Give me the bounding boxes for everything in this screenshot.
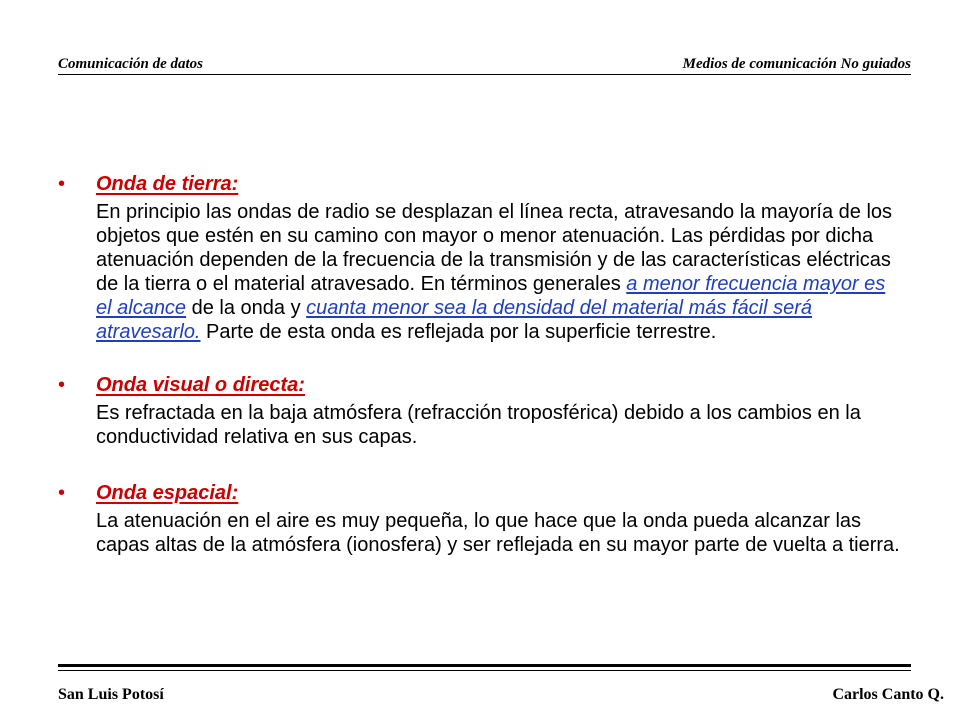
bullet-icon: • xyxy=(58,482,66,504)
body-text: Parte de esta onda es reflejada por la superficie terrestre. xyxy=(200,321,717,343)
footer-author: Carlos Canto Q. xyxy=(832,686,944,703)
body-text: En principio las ondas de radio se desplazan el línea recta, atravesando la mayoría de los objetos que estén en su camino con mayor o menor atenuación. Las pérdidas por dicha atenuación dependen de la frecuencia de la transmisión y de las características eléctricas de la tierra o el material atravesado. En términos generales xyxy=(96,201,893,295)
header-divider xyxy=(58,74,911,75)
bullet-icon: • xyxy=(58,173,66,195)
body-text: de la onda y xyxy=(186,297,307,319)
slide-content xyxy=(58,170,918,557)
list-item-sky-wave xyxy=(58,479,918,557)
bullet-icon: • xyxy=(58,374,66,396)
hyperlink-frequency-range[interactable]: a menor frecuencia mayor es el alcance xyxy=(96,273,886,319)
page-footer xyxy=(58,683,944,707)
bullet-body xyxy=(96,200,906,344)
hyperlink-material-density[interactable]: cuanta menor sea la densidad del material más fácil será atravesarlo. xyxy=(96,297,812,343)
page-header xyxy=(58,53,911,75)
bullet-body: Es refractada en la baja atmósfera (refracción troposférica) debido a los cambios en la conductividad relativa en sus capas. xyxy=(96,402,861,448)
footer-divider-thick xyxy=(58,664,911,667)
bullet-title: Onda de tierra: xyxy=(96,173,239,195)
list-item-ground-wave xyxy=(58,170,918,344)
footer-divider-thin xyxy=(58,670,911,671)
bullet-body: La atenuación en el aire es muy pequeña, lo que hace que la onda pueda alcanzar las capas altas de la atmósfera (ionosfera) y ser reflejada en su mayor parte de vuelta a tierra. xyxy=(96,510,900,556)
bullet-title: Onda visual o directa: xyxy=(96,374,305,396)
list-item-line-of-sight-wave xyxy=(58,371,918,449)
bullet-title: Onda espacial: xyxy=(96,482,239,504)
header-course-title: Comunicación de datos xyxy=(58,56,204,72)
header-section-title: Medios de comunicación No guiados xyxy=(682,56,911,72)
footer-location: San Luis Potosí xyxy=(58,686,164,703)
